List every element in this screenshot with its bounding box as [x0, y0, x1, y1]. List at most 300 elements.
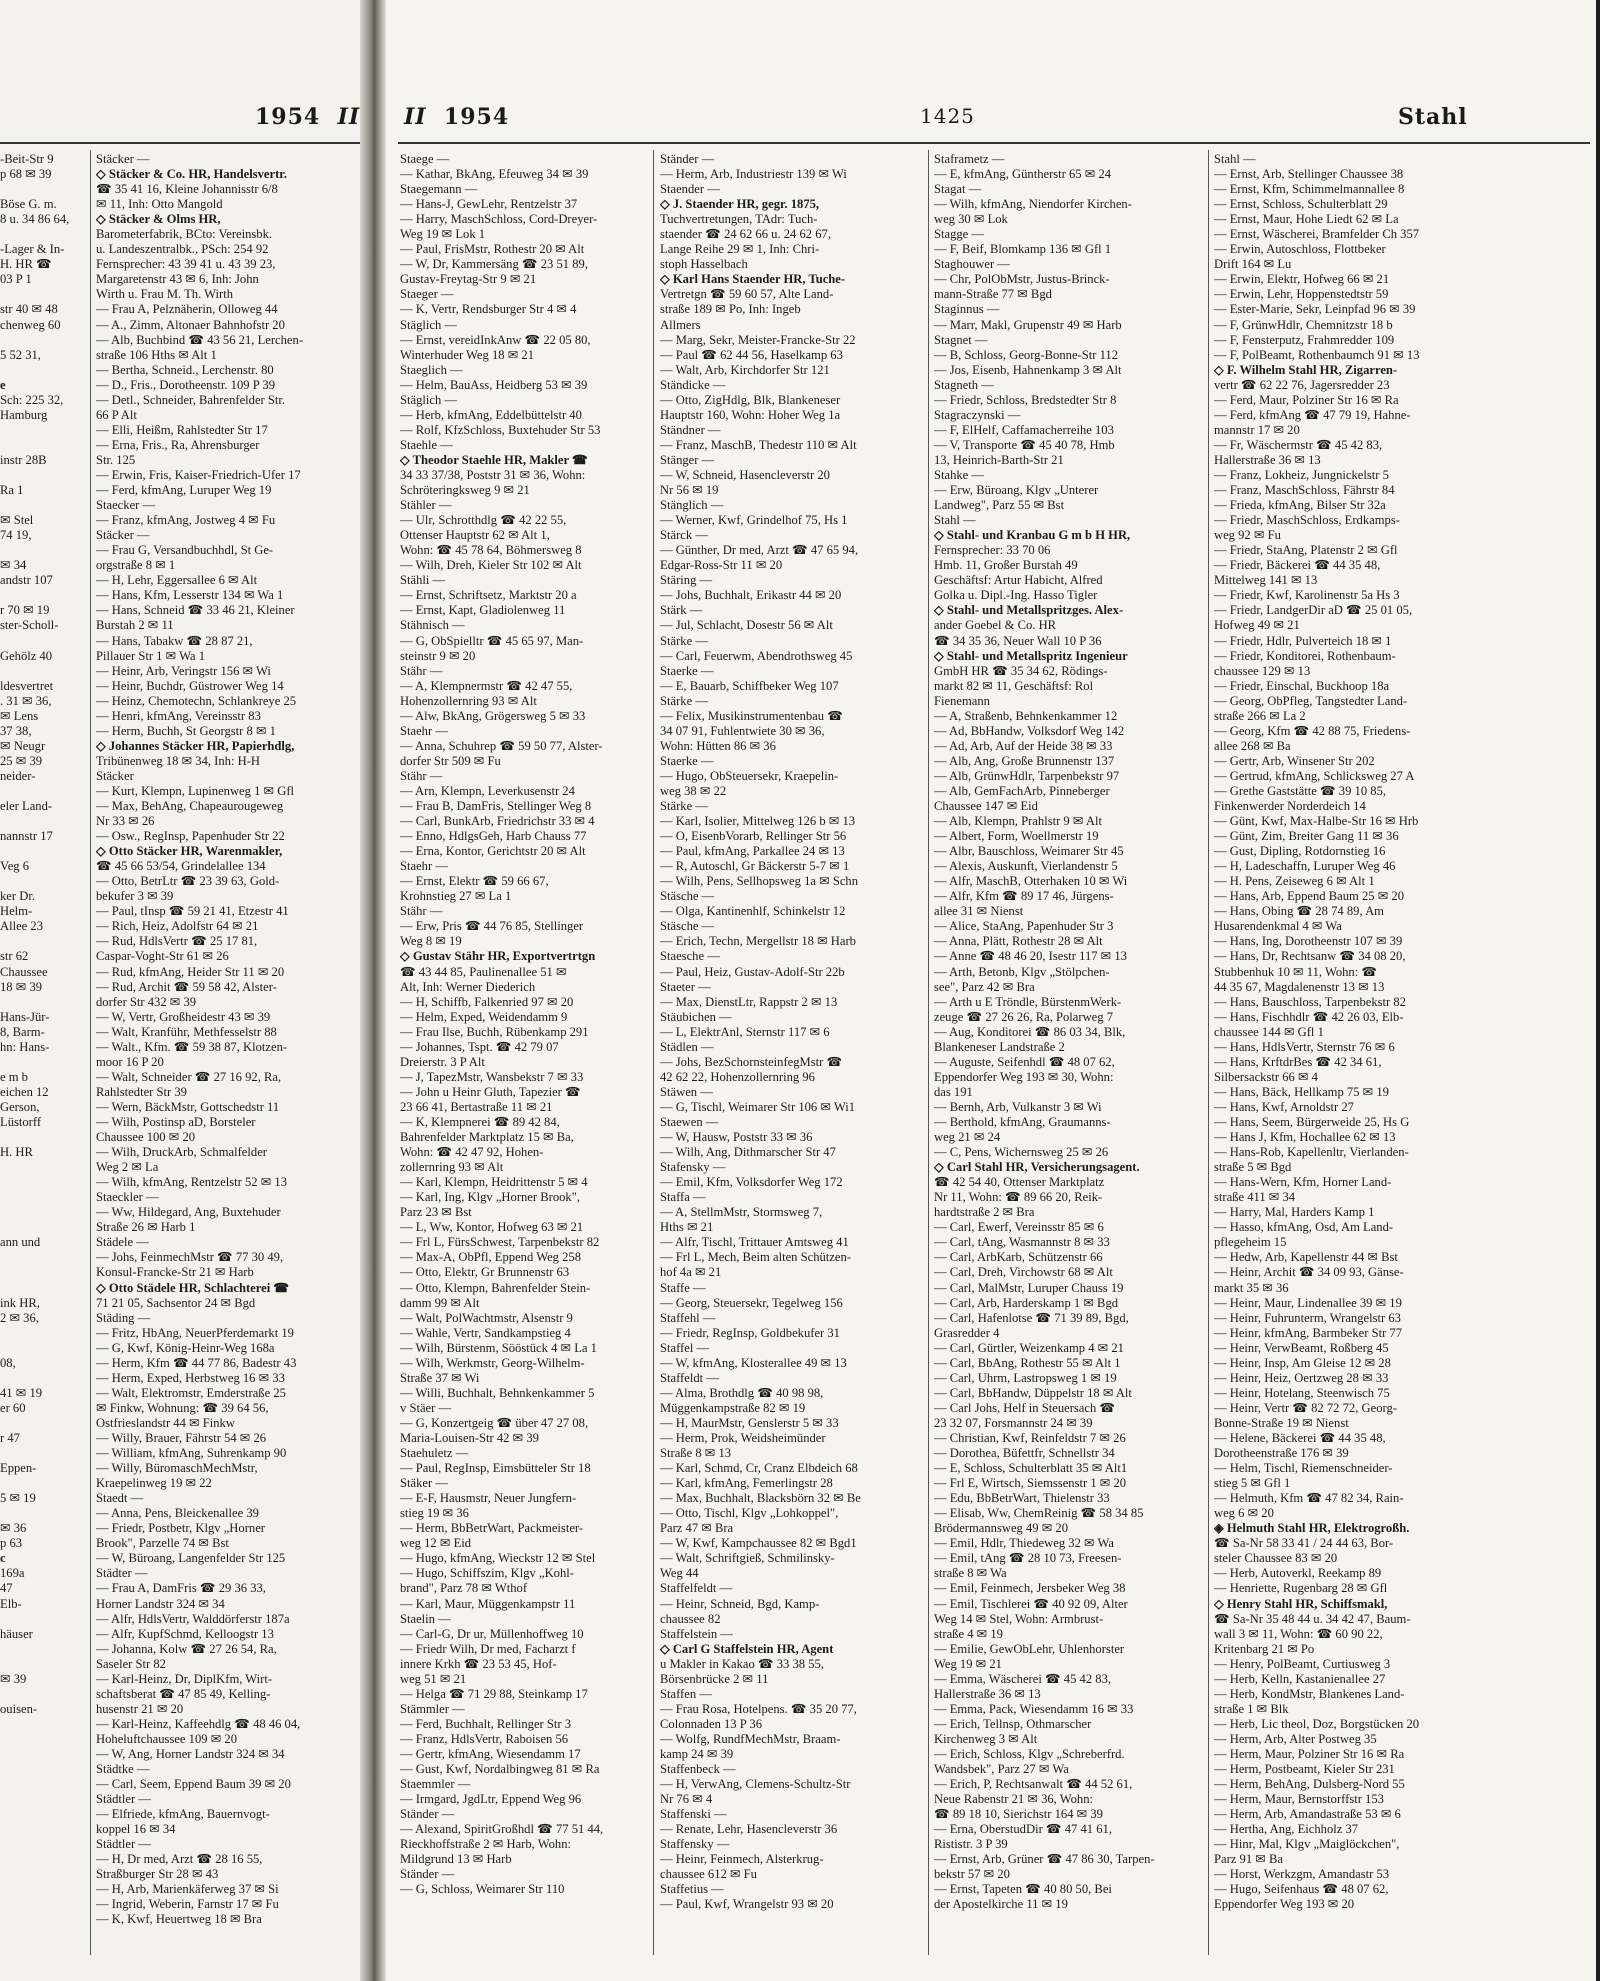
entry-line: — Herm, Prok, Weidsheimünder: [660, 1430, 826, 1445]
entry-line: — E, Bauarb, Schiffbeker Weg 107: [660, 678, 839, 693]
entry-line: — Friedr, Konditorei, Rothenbaum-: [1214, 648, 1396, 663]
entry-line: 8, Barm-: [0, 1024, 45, 1039]
column-divider: [653, 150, 654, 1955]
entry-line: — Anna, Plätt, Rothestr 28 ✉ Alt: [934, 934, 1103, 949]
entry-line: H. HR: [0, 1145, 33, 1160]
entry-line: Stäcker: [96, 768, 134, 783]
entry-line: Staegemann —: [400, 182, 478, 197]
entry-line: 47: [0, 1581, 13, 1596]
entry-line: allee 268 ✉ Ba: [1214, 738, 1291, 753]
entry-line: — Frl L, FürsSchwest, Tarpenbekstr 82: [400, 1235, 600, 1250]
entry-line: Staehr —: [400, 859, 448, 874]
entry-line: Chaussee 100 ✉ 20: [96, 1130, 196, 1145]
entry-line: 41 ✉ 19: [0, 1385, 43, 1400]
right-header-left: [404, 104, 509, 130]
entry-line: — Karl-Heinz, Dr, DiplKfm, Wirt-: [96, 1671, 273, 1686]
entry-line: Straße 8 ✉ 13: [660, 1446, 732, 1461]
entry-line: Städlen —: [660, 1039, 714, 1054]
entry-line: — Johannes, Tspt. ☎ 42 79 07: [400, 1039, 559, 1054]
entry-line: Staffensky —: [660, 1837, 730, 1852]
entry-line: [0, 1281, 88, 1296]
entry-line: — Franz, HdlsVertr, Raboisen 56: [400, 1731, 569, 1746]
entry-line: — Franz, MaschSchloss, Fährstr 84: [1214, 483, 1395, 498]
entry-line: — Ernst, Wäscherei, Bramfelder Ch 357: [1214, 227, 1420, 242]
entry-line: Golka u. Dipl.-Ing. Hasso Tigler: [934, 588, 1098, 603]
entry-line: [0, 1205, 88, 1220]
entry-line: Grasredder 4: [934, 1325, 1000, 1340]
entry-line: Geschäftsf: Artur Habicht, Alfred: [934, 573, 1103, 588]
entry-line: — Helm, Tischl, Riemenschneider-: [1214, 1461, 1393, 1476]
entry-line: — Ernst, Schriftsetz, Marktstr 20 a: [400, 588, 577, 603]
entry-line: — Otto, Tischl, Klgv „Lohkoppel",: [660, 1506, 839, 1521]
entry-line: — Karl, Maur, Müggenkampstr 11: [400, 1596, 576, 1611]
entry-line: — Albr, Bauschloss, Weimarer Str 45: [934, 844, 1124, 859]
entry-line: — F, Fensterputz, Frahmredder 109: [1214, 332, 1395, 347]
entry-line: weg 38 ✉ 22: [660, 783, 727, 798]
entry-line: stieg 19 ✉ 36: [400, 1506, 469, 1521]
entry-line: — Heinz, Chemotechn, Schlankreye 25: [96, 693, 297, 708]
entry-line: — Felix, Musikinstrumentenbau ☎: [660, 708, 843, 723]
entry-line: [0, 1446, 88, 1461]
entry-line: Weg 44: [660, 1566, 699, 1581]
entry-line: innere Krkh ☎ 23 53 45, Hof-: [400, 1656, 557, 1671]
entry-line: — Hugo, Schiffszim, Klgv „Kohl-: [400, 1566, 574, 1581]
entry-line: Alt, Inh: Werner Diederich: [400, 979, 536, 994]
entry-line: — J, TapezMstr, Wansbekstr 7 ✉ 33: [400, 1069, 584, 1084]
entry-line: [0, 588, 88, 603]
entry-line: Dorotheenstraße 176 ✉ 39: [1214, 1446, 1349, 1461]
entry-line: häuser: [0, 1626, 33, 1641]
entry-line: Gustav-Freytag-Str 9 ✉ 21: [400, 272, 537, 287]
entry-line: ✉ 11, Inh: Otto Mangold: [96, 197, 223, 212]
entry-line: Weg 19 ✉ Lok 1: [400, 227, 486, 242]
entry-line: ann und: [0, 1235, 41, 1250]
entry-line: Parz 23 ✉ Bst: [400, 1205, 472, 1220]
entry-line: — Hans, Obing ☎ 28 74 89, Am: [1214, 904, 1384, 919]
entry-line: — Ferd, Maur, Polziner Str 16 ✉ Ra: [1214, 392, 1399, 407]
entry-line: — Wilh, Werkmstr, Georg-Wilhelm-: [400, 1355, 585, 1370]
entry-line: — Horst, Werkzgm, Amandastr 53: [1214, 1867, 1390, 1882]
entry-line: — Bertha, Schneid., Lerchenstr. 80: [96, 362, 274, 377]
entry-line: das 191: [934, 1084, 973, 1099]
entry-line: Rististr. 3 P 39: [934, 1837, 1008, 1852]
entry-line: — Herb, Lic theol, Doz, Borgstücken 20: [1214, 1716, 1420, 1731]
entry-line: GmbH HR ☎ 35 34 62, Rödings-: [934, 663, 1108, 678]
entry-line: — Frau Rosa, Hotelpens. ☎ 35 20 77,: [660, 1701, 857, 1716]
entry-line: — Erwin, Lehr, Hoppenstedtstr 59: [1214, 287, 1389, 302]
entry-line: Staffe —: [660, 1280, 706, 1295]
entry-line: Stäwen —: [660, 1084, 713, 1099]
entry-line: — John u Heinr Gluth, Tapezier ☎: [400, 1084, 581, 1099]
entry-line: [0, 1506, 88, 1521]
entry-line: weg 51 ✉ 21: [400, 1671, 467, 1686]
entry-line: [0, 634, 88, 649]
entry-line: steler Chaussee 83 ✉ 20: [1214, 1551, 1338, 1566]
entry-line: e m b: [0, 1069, 28, 1084]
entry-line: — Hans, Kwf, Arnoldstr 27: [1214, 1099, 1354, 1114]
entry-line: Staffen —: [660, 1686, 712, 1701]
entry-line: Dreierstr. 3 P Alt: [400, 1054, 485, 1069]
entry-line: — Alfr, KupfSchmd, Kelloogstr 13: [96, 1626, 274, 1641]
entry-line: — Rolf, KfzSchloss, Buxtehuder Str 53: [400, 422, 601, 437]
entry-line: [0, 468, 88, 483]
right-header-part: II: [404, 104, 427, 130]
entry-line: — Georg, Steuersekr, Tegelweg 156: [660, 1295, 843, 1310]
entry-line: — E-F, Hausmstr, Neuer Jungfern-: [400, 1491, 577, 1506]
entry-line: — Hans, Fischhdlr ☎ 42 26 03, Elb-: [1214, 1009, 1404, 1024]
entry-line: Hohenzollernring 93 ✉ Alt: [400, 693, 537, 708]
entry-line: — Ww, Hildegard, Ang, Buxtehuder: [96, 1205, 281, 1220]
entry-line: — Carl, Dreh, Virchowstr 68 ✉ Alt: [934, 1265, 1113, 1280]
entry-line: ster-Scholl-: [0, 618, 59, 633]
entry-line: — K, Klempnerei ☎ 89 42 84,: [400, 1115, 560, 1129]
entry-line: er 60: [0, 1400, 26, 1415]
entry-line: — Frl E, Wirtsch, Siemssenstr 1 ✉ 20: [934, 1476, 1127, 1491]
entry-line: — Erich, Tellnsp, Othmarscher: [934, 1716, 1092, 1731]
entry-line: — H, Lehr, Eggersallee 6 ✉ Alt: [96, 573, 258, 588]
entry-line: Husarendenkmal 4 ✉ Wa: [1214, 919, 1342, 934]
entry-line: 74 19,: [0, 528, 32, 543]
entry-line: [0, 1130, 88, 1145]
entry-line: — Hugo, Seifenhaus ☎ 48 07 62,: [1214, 1882, 1389, 1897]
entry-line: — Hugo, kfmAng, Wieckstr 12 ✉ Stel: [400, 1551, 596, 1566]
entry-line: — Alice, StaAng, Papenhuder Str 3: [934, 919, 1114, 934]
entry-line: Brook", Parzelle 74 ✉ Bst: [96, 1536, 229, 1551]
entry-line: Kritenbarg 21 ✉ Po: [1214, 1641, 1315, 1656]
entry-line: — Herm, Kfm ☎ 44 77 86, Badestr 43: [96, 1355, 297, 1370]
entry-line: [0, 182, 88, 197]
entry-line: [0, 1326, 88, 1341]
entry-line: straße 411 ✉ 34: [1214, 1190, 1296, 1205]
entry-line: Bahrenfelder Marktplatz 15 ✉ Ba,: [400, 1130, 574, 1145]
entry-line: Ständicke —: [660, 377, 726, 392]
entry-line: — Alfr, MaschB, Otterhaken 10 ✉ Wi: [934, 874, 1128, 889]
entry-line: Landweg", Parz 55 ✉ Bst: [934, 498, 1065, 513]
entry-line: — Alma, Brothdlg ☎ 40 98 98,: [660, 1385, 824, 1400]
entry-line: — Werner, Kwf, Grindelhof 75, Hs 1: [660, 513, 848, 528]
entry-line: — H, VerwAng, Clemens-Schultz-Str: [660, 1777, 851, 1792]
entry-line: — Harry, Mal, Harders Kamp 1: [1214, 1205, 1375, 1220]
entry-line: straße 1 ✉ Blk: [1214, 1701, 1289, 1716]
entry-line: ander Goebel & Co. HR: [934, 618, 1057, 633]
entry-line: Stänglich —: [660, 498, 724, 513]
entry-line: 42 62 22, Hohenzollernring 96: [660, 1069, 815, 1084]
entry-line: Staeter —: [660, 979, 711, 994]
entry-line: — Herb, kfmAng, Eddelbüttelstr 40: [400, 407, 582, 422]
entry-line: see", Parz 42 ✉ Bra: [934, 979, 1035, 994]
entry-line: — H, Ladeschaffn, Luruper Weg 46: [1214, 859, 1396, 874]
entry-line: -Beit-Str 9: [0, 152, 54, 166]
entry-line: — G, Schloss, Weimarer Str 110: [400, 1882, 565, 1897]
entry-line: ◇ Otto Stäcker HR, Warenmakler,: [96, 844, 283, 859]
entry-line: Maria-Louisen-Str 42 ✉ 39: [400, 1430, 539, 1445]
entry-line: — Max, BehAng, Chapeaurougeweg: [96, 799, 284, 814]
entry-line: — Herm, Buchh, St Georgstr 8 ✉ 1: [96, 723, 276, 738]
entry-line: — Herm, Arb, Industriestr 139 ✉ Wi: [660, 167, 847, 182]
entry-line: — Alfr, Kfm ☎ 89 17 46, Jürgens-: [934, 889, 1114, 904]
entry-line: [0, 333, 88, 348]
entry-line: — Frl L, Mech, Beim alten Schützen-: [660, 1250, 851, 1265]
entry-line: bekstr 57 ✉ 20: [934, 1867, 1010, 1882]
entry-line: — G, Tischl, Weimarer Str 106 ✉ Wi1: [660, 1099, 856, 1114]
entry-line: — R, Autoschl, Gr Bäckerstr 5-7 ✉ 1: [660, 859, 850, 874]
entry-line: [0, 814, 88, 829]
entry-line: — Anna, Pens, Bleickenallee 39: [96, 1506, 259, 1521]
entry-line: ◇ Stäcker & Olms HR,: [96, 212, 221, 227]
entry-line: str 40 ✉ 48: [0, 302, 58, 317]
entry-line: — Erna, Kontor, Gerichtstr 20 ✉ Alt: [400, 844, 586, 859]
entry-line: — Arn, Klempn, Leverkusenstr 24: [400, 783, 575, 798]
entry-line: Staffetius —: [660, 1882, 724, 1897]
entry-line: Kirchenweg 3 ✉ Alt: [934, 1731, 1038, 1746]
entry-line: zeuge ☎ 27 26 26, Ra, Polarweg 7: [934, 1009, 1114, 1024]
entry-line: Stagnet —: [934, 332, 988, 347]
entry-line: — Friedr, Kwf, Karolinenstr 5a Hs 3: [1214, 588, 1400, 603]
entry-line: 08,: [0, 1355, 16, 1370]
entry-line: — Erw, Pris ☎ 44 76 85, Stellinger: [400, 919, 584, 934]
entry-line: weg 21 ✉ 24: [934, 1130, 1001, 1145]
entry-line: — F, Beif, Blomkamp 136 ✉ Gfl 1: [934, 242, 1112, 257]
entry-line: Krohnstieg 27 ✉ La 1: [400, 889, 512, 904]
entry-line: — Wilh, Bürstenm, Sööstück 4 ✉ La 1: [400, 1340, 597, 1355]
entry-line: Stäker —: [400, 1476, 448, 1491]
entry-line: Stänger —: [660, 452, 715, 467]
entry-line: r 70 ✉ 19: [0, 603, 50, 618]
entry-line: 18 ✉ 39: [0, 979, 43, 994]
entry-line: ☎ 43 44 85, Paulinenallee 51 ✉: [400, 964, 567, 979]
entry-line: — Franz, kfmAng, Jostweg 4 ✉ Fu: [96, 513, 276, 528]
entry-line: — Emma, Pack, Wiesendamm 16 ✉ 33: [934, 1701, 1134, 1716]
entry-line: damm 99 ✉ Alt: [400, 1295, 480, 1310]
right-edge-strip: [1596, 0, 1600, 1981]
entry-line: Stahl —: [934, 513, 976, 528]
entry-line: Horner Landstr 324 ✉ 34: [96, 1596, 225, 1611]
entry-line: — Harry, MaschSchloss, Cord-Dreyer-: [400, 212, 598, 227]
entry-line: — E, kfmAng, Güntherstr 65 ✉ 24: [934, 167, 1112, 182]
column-staender: [660, 152, 926, 1912]
entry-line: Staehle —: [400, 437, 453, 452]
entry-line: — Carl-G, Dr ur, Müllenhoffweg 10: [400, 1626, 584, 1641]
entry-line: — Heinr, kfmAng, Barmbeker Str 77: [1214, 1325, 1403, 1340]
entry-line: — Friedr, Bäckerei ☎ 44 35 48,: [1214, 558, 1381, 573]
entry-line: Stagraczynski —: [934, 407, 1021, 422]
entry-line: Lange Reihe 29 ✉ 1, Inh: Chri-: [660, 242, 820, 257]
entry-line: Staeckler —: [96, 1190, 159, 1205]
entry-line: — Johs, Buchhalt, Erikastr 44 ✉ 20: [660, 588, 842, 603]
entry-line: straße 8 ✉ Wa: [934, 1566, 1007, 1581]
entry-line: — Marr, Makl, Grupenstr 49 ✉ Harb: [934, 317, 1122, 332]
entry-line: Barometerfabrik, BCto: Vereinsbk.: [96, 227, 273, 242]
entry-line: — Chr, PolObMstr, Justus-Brinck-: [934, 272, 1110, 287]
entry-line: — Carl, Seem, Eppend Baum 39 ✉ 20: [96, 1777, 291, 1792]
entry-line: ✉ Neugr: [0, 738, 46, 753]
entry-line: — Berthold, kfmAng, Graumanns-: [934, 1115, 1111, 1129]
entry-line: — B, Schloss, Georg-Bonne-Str 112: [934, 347, 1119, 362]
column-staframetz: [934, 152, 1206, 1912]
entry-line: — Ferd, Buchhalt, Rellinger Str 3: [400, 1716, 572, 1731]
entry-line: Hallerstraße 36 ✉ 13: [1214, 452, 1321, 467]
entry-line: — K, Vertr, Rendsburger Str 4 ✉ 4: [400, 302, 577, 317]
entry-line: instr 28B: [0, 452, 47, 467]
column-staecker: [96, 152, 360, 1928]
entry-line: Tribünenweg 18 ✉ 34, Inh: H-H: [96, 753, 261, 768]
entry-line: Weg 2 ✉ La: [96, 1160, 159, 1175]
entry-line: ☎ Sa-Nr 58 33 41 / 24 44 63, Bor-: [1214, 1536, 1394, 1551]
entry-line: — Frau A, Pelznäherin, Olloweg 44: [96, 302, 278, 317]
entry-line: ◇ Carl Stahl HR, Versicherungsagent.: [934, 1160, 1140, 1175]
entry-line: — Anna, Schuhrep ☎ 59 50 77, Alster-: [400, 738, 603, 753]
entry-line: Stämmler —: [400, 1701, 465, 1716]
entry-line: — Fritz, HbAng, NeuerPferdemarkt 19: [96, 1325, 294, 1340]
entry-line: kamp 24 ✉ 39: [660, 1746, 734, 1761]
book-gutter: [360, 0, 386, 1981]
entry-line: — Alexand, SpiritGroßhdl ☎ 77 51 44,: [400, 1822, 604, 1837]
entry-line: — Herm, Postbeamt, Kieler Str 231: [1214, 1762, 1395, 1777]
entry-line: — Max, Buchhalt, Blacksbörn 32 ✉ Be: [660, 1491, 861, 1506]
entry-line: Stahl —: [1214, 152, 1256, 166]
entry-line: Pillauer Str 1 ✉ Wa 1: [96, 648, 205, 663]
entry-line: — Enno, HdlgsGeh, Harb Chauss 77: [400, 829, 587, 844]
entry-line: — Heinr, Heiz, Oertzweg 28 ✉ 33: [1214, 1370, 1389, 1385]
entry-line: — Ernst, Tapeten ☎ 40 80 50, Bei: [934, 1882, 1112, 1897]
entry-line: ✉ Lens: [0, 708, 39, 723]
entry-line: ◇ Johannes Stäcker HR, Papierhdlg,: [96, 738, 295, 753]
entry-line: — Hugo, ObSteuersekr, Kraepelin-: [660, 768, 839, 783]
entry-line: — Heinr, Schneid, Bgd, Kamp-: [660, 1596, 820, 1611]
entry-line: — Rud, Archit ☎ 59 58 42, Alster-: [96, 979, 277, 994]
entry-line: ◇ Gustav Stähr HR, Exportvertrtgn: [400, 949, 596, 964]
entry-line: Straße 37 ✉ Wi: [400, 1370, 480, 1385]
entry-line: Ottenser Hauptstr 62 ✉ Alt 1,: [400, 528, 550, 543]
entry-line: — Gust, Kwf, Nordalbingweg 81 ✉ Ra: [400, 1762, 600, 1777]
entry-line: — Erna, Fris., Ra, Ahrensburger: [96, 437, 260, 452]
entry-line: — Hans, Bäck, Hellkamp 75 ✉ 19: [1214, 1084, 1389, 1099]
entry-line: Stagneth —: [934, 377, 994, 392]
entry-line: — Jul, Schlacht, Dosestr 56 ✉ Alt: [660, 618, 833, 633]
entry-line: nannstr 17: [0, 829, 53, 844]
entry-line: eichen 12: [0, 1084, 49, 1099]
entry-line: — L, Ww, Kontor, Hofweg 63 ✉ 21: [400, 1220, 584, 1235]
entry-line: — Hans, Kfm, Lesserstr 134 ✉ Wa 1: [96, 588, 284, 603]
entry-line: Schröteringksweg 9 ✉ 21: [400, 483, 530, 498]
entry-line: 34 07 91, Fuhlentwiete 30 ✉ 36,: [660, 723, 825, 738]
entry-line: — Alb, Ang, Große Brunnenstr 137: [934, 753, 1115, 768]
entry-line: ◇ Stahl- und Metallspritzges. Alex-: [934, 603, 1124, 618]
entry-line: Stubbenhuk 10 ✉ 11, Wohn: ☎: [1214, 964, 1378, 979]
entry-line: Stäubichen —: [660, 1009, 732, 1024]
entry-line: — Erw, Büroang, Klgv „Unterer: [934, 483, 1099, 498]
entry-line: — Carl, Ewerf, Vereinsstr 85 ✉ 6: [934, 1220, 1104, 1235]
column-divider: [1208, 150, 1209, 1955]
entry-line: ☎ 42 54 40, Ottenser Marktplatz: [934, 1175, 1105, 1190]
entry-line: Rieckhoffstraße 2 ✉ Harb, Wohn:: [400, 1837, 572, 1852]
entry-line: der Apostelkirche 11 ✉ 19: [934, 1897, 1068, 1912]
entry-line: — Georg, Kfm ☎ 42 88 75, Friedens-: [1214, 723, 1411, 738]
entry-line: — Emil, Hdlr, Thiedeweg 32 ✉ Wa: [934, 1536, 1114, 1551]
entry-line: Hamburg: [0, 407, 48, 422]
entry-line: — W, Hausw, Poststr 33 ✉ 36: [660, 1130, 813, 1145]
entry-line: stoph Hasselbach: [660, 257, 748, 272]
entry-line: Staffenski —: [660, 1807, 727, 1822]
entry-line: — Heinr, Fuhrunterm, Wrangelstr 63: [1214, 1310, 1401, 1325]
entry-line: — Albert, Form, Woellmerstr 19: [934, 829, 1099, 844]
entry-line: — Herm, BbBetrWart, Packmeister-: [400, 1521, 584, 1536]
entry-line: — Frieda, kfmAng, Bilser Str 32a: [1214, 498, 1386, 513]
page-number: 1425: [920, 104, 975, 128]
entry-line: Weg 14 ✉ Stel, Wohn: Armbrust-: [934, 1611, 1104, 1626]
entry-line: ✉ 39: [0, 1671, 27, 1686]
entry-line: — Paul ☎ 62 44 56, Haselkamp 63: [660, 347, 843, 362]
entry-line: — Alb, GemFachArb, Pinneberger: [934, 783, 1110, 798]
entry-line: Straße 26 ✉ Harb 1: [96, 1220, 196, 1235]
entry-line: brand", Parz 78 ✉ Wthof: [400, 1581, 528, 1596]
entry-line: — Ferd, kfmAng ☎ 47 79 19, Hahne-: [1214, 407, 1411, 422]
entry-line: — Herm, Maur, Polziner Str 16 ✉ Ra: [1214, 1746, 1405, 1761]
entry-line: Rahlstedter Str 39: [96, 1084, 187, 1099]
entry-line: — Alb, Klempn, Prahlstr 9 ✉ Alt: [934, 814, 1102, 829]
entry-line: ◈ Helmuth Stahl HR, Elektrogroßh.: [1214, 1521, 1410, 1536]
entry-line: chenweg 60: [0, 317, 61, 332]
left-header: [255, 104, 360, 130]
entry-line: Konsul-Francke-Str 21 ✉ Harb: [96, 1265, 254, 1280]
column-stahl: [1214, 152, 1594, 1912]
entry-line: Saseler Str 82: [96, 1656, 166, 1671]
entry-line: u. Landeszentralbk., PSch: 254 92: [96, 242, 269, 257]
entry-line: — W, Kwf, Kampchaussee 82 ✉ Bgd1: [660, 1536, 857, 1551]
entry-line: — Ernst, Maur, Hohe Liedt 62 ✉ La: [1214, 212, 1399, 227]
entry-line: — Gertr, kfmAng, Wiesendamm 17: [400, 1746, 581, 1761]
entry-line: husenstr 21 ✉ 20: [96, 1701, 184, 1716]
entry-line: — Walt, Schneider ☎ 27 16 92, Ra,: [96, 1069, 282, 1084]
entry-line: 23 32 07, Forsmannstr 24 ✉ 39: [934, 1415, 1093, 1430]
entry-line: [0, 1265, 88, 1280]
entry-line: — Karl, Klempn, Heidrittenstr 5 ✉ 4: [400, 1175, 588, 1190]
entry-line: — Friedr, RegInsp, Goldbekufer 31: [660, 1325, 840, 1340]
entry-line: — Franz, MaschB, Thedestr 110 ✉ Alt: [660, 437, 857, 452]
entry-line: — Alb, Buchbind ☎ 43 56 21, Lerchen-: [96, 332, 304, 347]
entry-line: andstr 107: [0, 573, 53, 588]
entry-line: — Wilh, kfmAng, Rentzelstr 52 ✉ 13: [96, 1175, 288, 1190]
entry-line: hardtstraße 2 ✉ Bra: [934, 1205, 1035, 1220]
entry-line: Böse G. m.: [0, 197, 57, 212]
entry-line: Staemmler —: [400, 1777, 471, 1792]
entry-line: [0, 1175, 88, 1190]
entry-line: — Wolfg, RundfMechMstr, Braam-: [660, 1731, 841, 1746]
entry-line: — Karl, Schmd, Cr, Cranz Elbdeich 68: [660, 1461, 858, 1476]
entry-line: Staege —: [400, 152, 450, 166]
entry-line: Gerson,: [0, 1099, 40, 1114]
entry-line: ◇ Theodor Staehle HR, Makler ☎: [400, 452, 588, 467]
entry-line: Stähr —: [400, 768, 443, 783]
entry-line: [0, 1476, 88, 1491]
entry-line: ☎ 89 18 10, Sierichstr 164 ✉ 39: [934, 1807, 1103, 1822]
entry-line: Städtler —: [96, 1837, 151, 1852]
entry-line: — Wilh, Pens, Sellhopsweg 1a ✉ Schn: [660, 874, 859, 889]
entry-line: Staffelstein —: [660, 1626, 733, 1641]
entry-line: — Gertr, Arb, Winsener Str 202: [1214, 753, 1375, 768]
entry-line: Stäring —: [660, 573, 713, 588]
entry-line: Chaussee 147 ✉ Eid: [934, 799, 1038, 814]
entry-line: — Wilh, Ang, Dithmarscher Str 47: [660, 1145, 836, 1160]
entry-line: — Ernst, Schloss, Schulterblatt 29: [1214, 197, 1388, 212]
entry-line: ✉ 34: [0, 558, 27, 573]
entry-line: — Carl, BbHandw, Düppelstr 18 ✉ Alt: [934, 1385, 1132, 1400]
entry-line: ✉ Finkw, Wohnung: ☎ 39 64 56,: [96, 1400, 269, 1415]
entry-line: mann-Straße 77 ✉ Bgd: [934, 287, 1052, 302]
entry-line: Stahke —: [934, 467, 985, 482]
entry-line: 2 ✉ 36,: [0, 1310, 39, 1325]
entry-line: 66 P Alt: [96, 407, 137, 422]
